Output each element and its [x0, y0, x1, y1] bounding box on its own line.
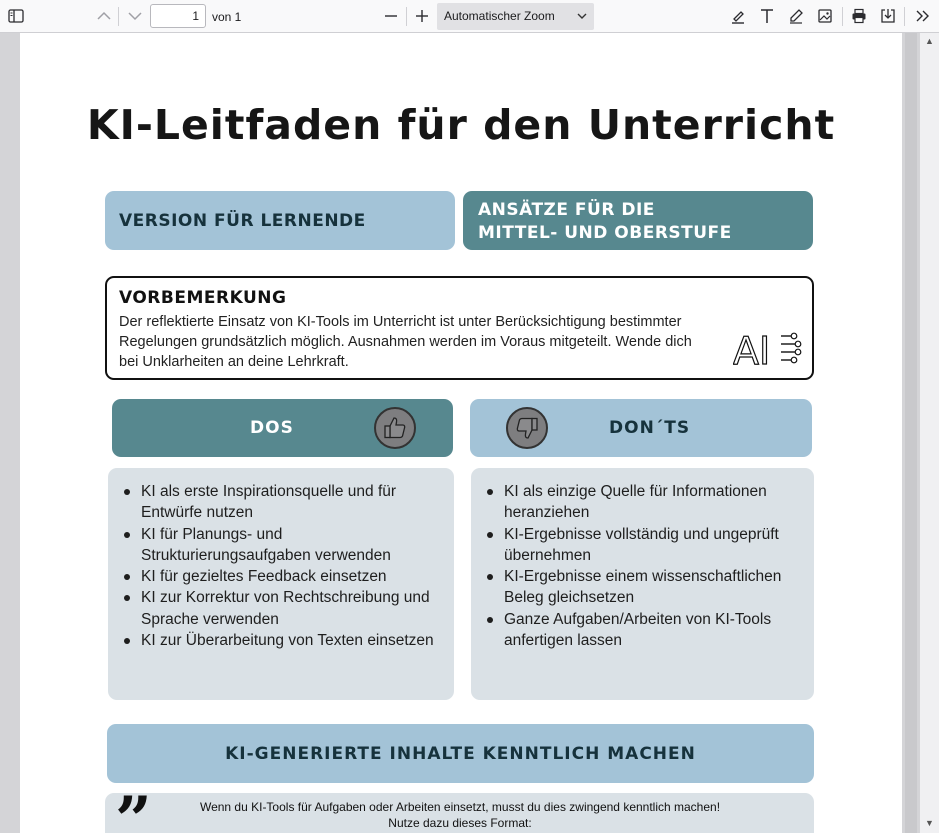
scrollbar-track[interactable]: [902, 33, 920, 833]
quote-line-1: Wenn du KI-Tools für Aufgaben oder Arbeiten einsetzt, musst du dies zwingend kenntlich machen!: [199, 800, 721, 814]
highlight-icon[interactable]: [725, 4, 751, 28]
thumbs-down-icon: [506, 407, 548, 449]
image-icon[interactable]: [812, 4, 838, 28]
draw-icon[interactable]: [783, 4, 809, 28]
approach-label-line2: MITTEL- UND OBERSTUFE: [478, 223, 732, 243]
page-count-label: von 1: [212, 10, 242, 24]
donts-header: [470, 399, 812, 457]
donts-list: [484, 481, 784, 651]
quote-mark-icon: ”: [115, 783, 152, 833]
list-item: KI-Ergebnisse vollständig und ungeprüft übernehmen: [484, 524, 784, 567]
ai-circuit-icon: [733, 328, 803, 375]
list-item: KI-Ergebnisse einem wissenschaftlichen Beleg gleichsetzen: [484, 566, 784, 609]
approach-label: [478, 199, 732, 245]
save-icon[interactable]: [875, 4, 901, 28]
quote-box: [105, 783, 814, 833]
preface-text: Der reflektierte Einsatz von KI-Tools im Unterricht ist unter Berücksichtigung bestimmter Regelungen grundsätzlich möglich. Ausnahmen werden im Voraus mitgeteilt. Wende dich bei Unklarheiten an deine Lehrkraft.: [119, 314, 692, 370]
zoom-select[interactable]: [437, 3, 594, 30]
sidebar-toggle-icon[interactable]: [3, 4, 29, 28]
donts-panel: [471, 468, 814, 700]
zoom-select-value: Automatischer Zoom: [444, 9, 555, 23]
dos-panel: [108, 468, 454, 700]
previous-page-icon[interactable]: [91, 4, 117, 28]
list-item: KI als einzige Quelle für Informationen heranziehen: [484, 481, 784, 524]
dos-label: DOS: [250, 418, 294, 438]
list-item: KI für Planungs- und Strukturierungsaufgaben verwenden: [121, 524, 441, 567]
pdf-page: [20, 33, 902, 833]
thumbs-up-icon: [374, 407, 416, 449]
toolbar-separator: [904, 7, 905, 26]
text-tool-icon[interactable]: [754, 4, 780, 28]
scroll-down-icon[interactable]: ▼: [925, 818, 934, 828]
marking-label: KI-GENERIERTE INHALTE KENNTLICH MACHEN: [225, 744, 696, 764]
dos-header: [112, 399, 453, 457]
scrollbar-thumb[interactable]: [905, 33, 917, 833]
toolbar-separator: [842, 7, 843, 26]
list-item: KI als erste Inspirationsquelle und für Entwürfe nutzen: [121, 481, 441, 524]
list-item: KI zur Korrektur von Rechtschreibung und Sprache verwenden: [121, 587, 441, 630]
print-icon[interactable]: [846, 4, 872, 28]
list-item: Ganze Aufgaben/Arbeiten von KI-Tools anfertigen lassen: [484, 609, 784, 652]
more-tools-icon[interactable]: [910, 4, 936, 28]
preface-box: [105, 276, 814, 380]
quote-line-2: Nutze dazu dieses Format:: [388, 816, 532, 830]
ai-icon-text: AI: [733, 329, 771, 370]
scroll-up-icon[interactable]: ▲: [925, 36, 934, 46]
list-item: KI zur Überarbeitung von Texten einsetzen: [121, 630, 441, 651]
next-page-icon[interactable]: [122, 4, 148, 28]
toolbar-separator: [406, 7, 407, 26]
toolbar-separator: [118, 7, 119, 26]
page-title: KI-Leitfaden für den Unterricht: [86, 101, 836, 149]
approach-box: [463, 191, 813, 250]
marking-header: [107, 724, 814, 783]
dos-list: [121, 481, 441, 651]
scroll-gutter: [920, 33, 939, 833]
quote-text: [150, 799, 770, 831]
pdf-toolbar: [0, 0, 939, 33]
approach-label-line1: ANSÄTZE FÜR DIE: [478, 200, 655, 220]
donts-label: DON´TS: [609, 418, 691, 438]
version-label: VERSION FÜR LERNENDE: [119, 211, 366, 231]
zoom-in-icon[interactable]: [409, 4, 435, 28]
version-box: [105, 191, 455, 250]
preface-title: VORBEMERKUNG: [119, 288, 287, 308]
zoom-out-icon[interactable]: [378, 4, 404, 28]
page-number-input[interactable]: 1: [150, 4, 206, 28]
list-item: KI für gezieltes Feedback einsetzen: [121, 566, 441, 587]
